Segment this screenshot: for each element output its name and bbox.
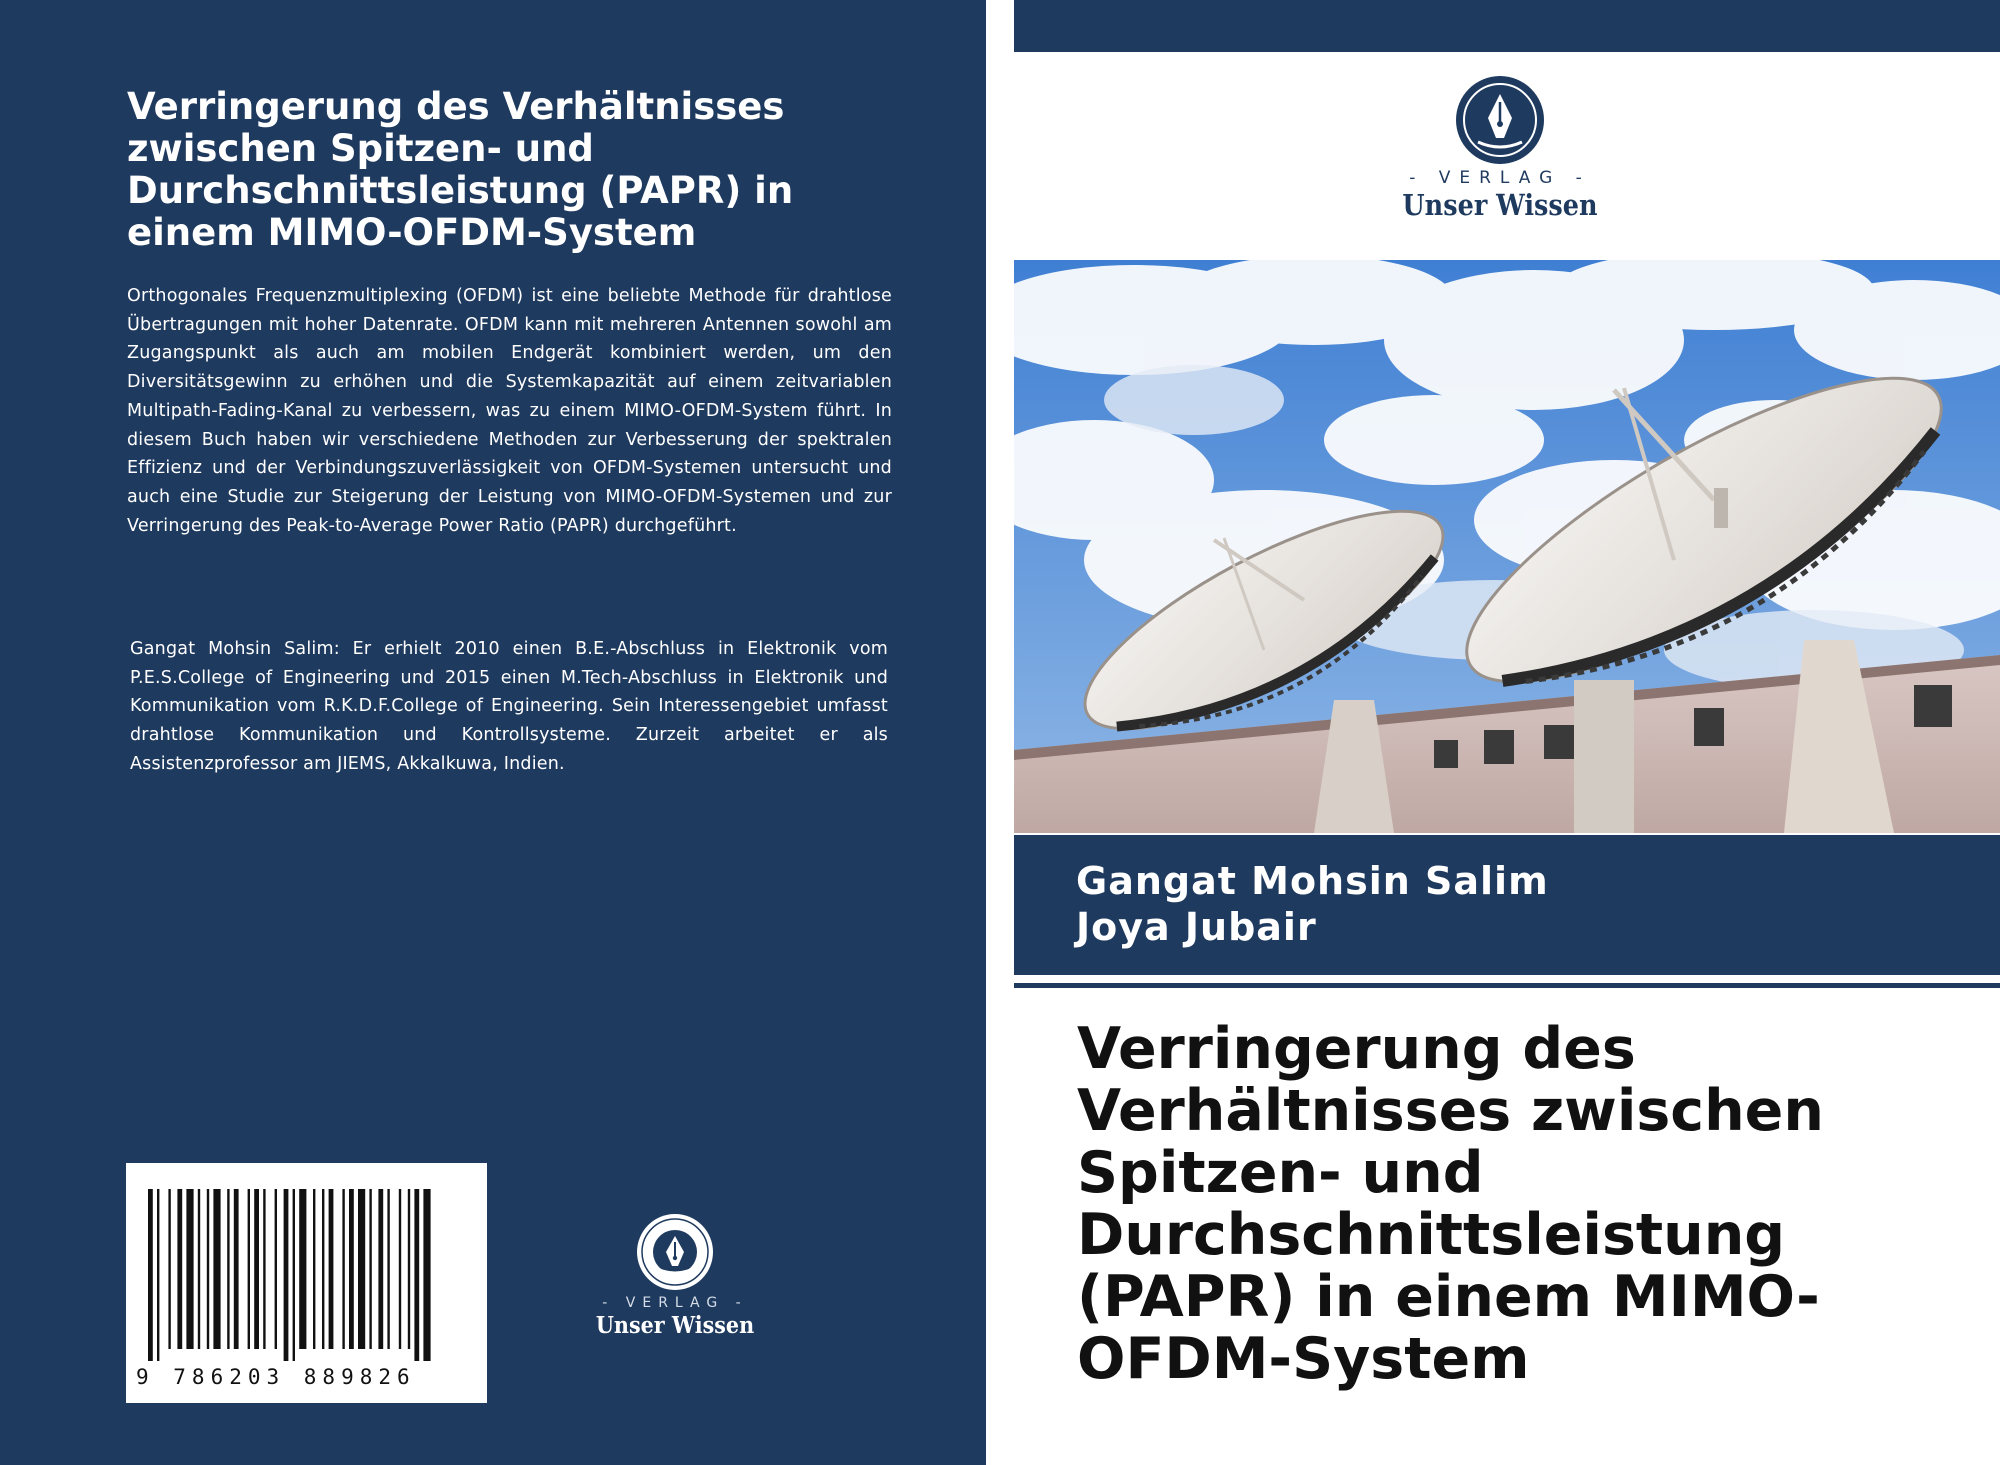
verlag-label: - VERLAG -: [1409, 168, 1591, 188]
barcode-bar: [342, 1189, 344, 1349]
back-cover: [0, 0, 986, 1465]
front-cover-title: Verringerung des Verhältnisses zwischen Spitzen- und Durchschnittsleistung (PAPR) in einem MIMO-OFDM-System: [1077, 1016, 1824, 1392]
barcode-bar: [408, 1189, 410, 1349]
barcode-bar: [358, 1189, 365, 1349]
barcode-bar: [299, 1189, 306, 1349]
barcode-bar: [293, 1189, 295, 1361]
author-bio: Gangat Mohsin Salim: Er erhielt 2010 einen B.E.-Abschluss in Elektronik vom P.E.S.College of Engineering und 2015 einen M.Tech-Abschluss in Elektronik und Kommunikation vom R.K.D.F.College of Engineering. Sein Interessengebiet umfasst drahtlose Kommunikation und Kontrollsysteme. Zurzeit arbeitet er als Assistenzprofessor am JIEMS, Akkalkuwa, Indien.: [130, 639, 888, 774]
barcode-bar: [148, 1189, 153, 1361]
barcode-bar: [284, 1189, 289, 1361]
author-band: [1014, 835, 2000, 975]
barcode-bar: [378, 1189, 383, 1349]
barcode-bar: [329, 1189, 334, 1349]
divider-line: [1014, 983, 2000, 988]
barcode-bar: [207, 1189, 209, 1349]
back-cover-title: Verringerung des Verhältnisses zwischen Spitzen- und Durchschnittsleistung (PAPR) in einem MIMO-OFDM-System: [127, 85, 794, 254]
author-name: Gangat Mohsin Salim: [1076, 859, 1549, 903]
satellite-dish-photo: [1014, 260, 2000, 833]
barcode-bars: [126, 1163, 487, 1368]
barcode-bar: [414, 1189, 419, 1361]
verlag-label: - VERLAG -: [602, 1295, 748, 1311]
front-top-bar: [1014, 0, 2000, 52]
barcode-bar: [423, 1189, 430, 1361]
author-name: Joya Jubair: [1076, 905, 1317, 949]
barcode-bar: [387, 1189, 389, 1349]
pen-nib-seal-icon: [635, 1212, 715, 1292]
spine: [986, 0, 1014, 1465]
barcode-bar: [157, 1189, 159, 1361]
barcode-bar: [399, 1189, 401, 1349]
barcode-bar: [322, 1189, 324, 1349]
back-publisher-logo: [570, 1212, 780, 1342]
barcode-bar: [234, 1189, 239, 1349]
isbn-barcode: [126, 1163, 487, 1403]
barcode-bar: [254, 1189, 259, 1349]
barcode-bar: [263, 1189, 265, 1349]
barcode-bar: [248, 1189, 250, 1349]
barcode-bar: [369, 1189, 371, 1349]
front-publisher-logo: [1380, 72, 1620, 222]
publisher-name: Unser Wissen: [595, 1312, 755, 1339]
barcode-digits: 9 786203 889826: [136, 1365, 416, 1389]
barcode-bar: [186, 1189, 193, 1349]
back-cover-abstract: Orthogonales Frequenzmultiplexing (OFDM) ist eine beliebte Methode für drahtlose Übertragungen mit hoher Datenrate. OFDM kann mit mehreren Antennen sowohl am Zugangspunkt als auch am mobilen Endgerät kombiniert werden, um den Diversitätsgewinn zu erhöhen und die Systemkapazität auf einem zeitvariablen Multipath-Fading-Kanal zu verbessern, was zu einem MIMO-OFDM-System führt. In diesem Buch haben wir verschiedene Methoden zur Verbesserung der spektralen Effizienz und der Verbindungszuverlässigkeit von OFDM-Systemen untersucht und auch eine Studie zur Steigerung der Leistung von MIMO-OFDM-Systemen und zur Verringerung des Peak-to-Average Power Ratio (PAPR) durchgeführt.: [127, 286, 892, 536]
barcode-bar: [275, 1189, 277, 1349]
barcode-bar: [213, 1189, 220, 1349]
barcode-bar: [168, 1189, 170, 1349]
barcode-bar: [313, 1189, 315, 1349]
pen-nib-logo-icon: [1452, 72, 1548, 168]
barcode-bar: [198, 1189, 200, 1349]
publisher-name: Unser Wissen: [1402, 188, 1598, 222]
barcode-bar: [349, 1189, 354, 1349]
barcode-bar: [227, 1189, 229, 1349]
satellite-dish-illustration: [1014, 260, 2000, 833]
barcode-bar: [177, 1189, 182, 1349]
